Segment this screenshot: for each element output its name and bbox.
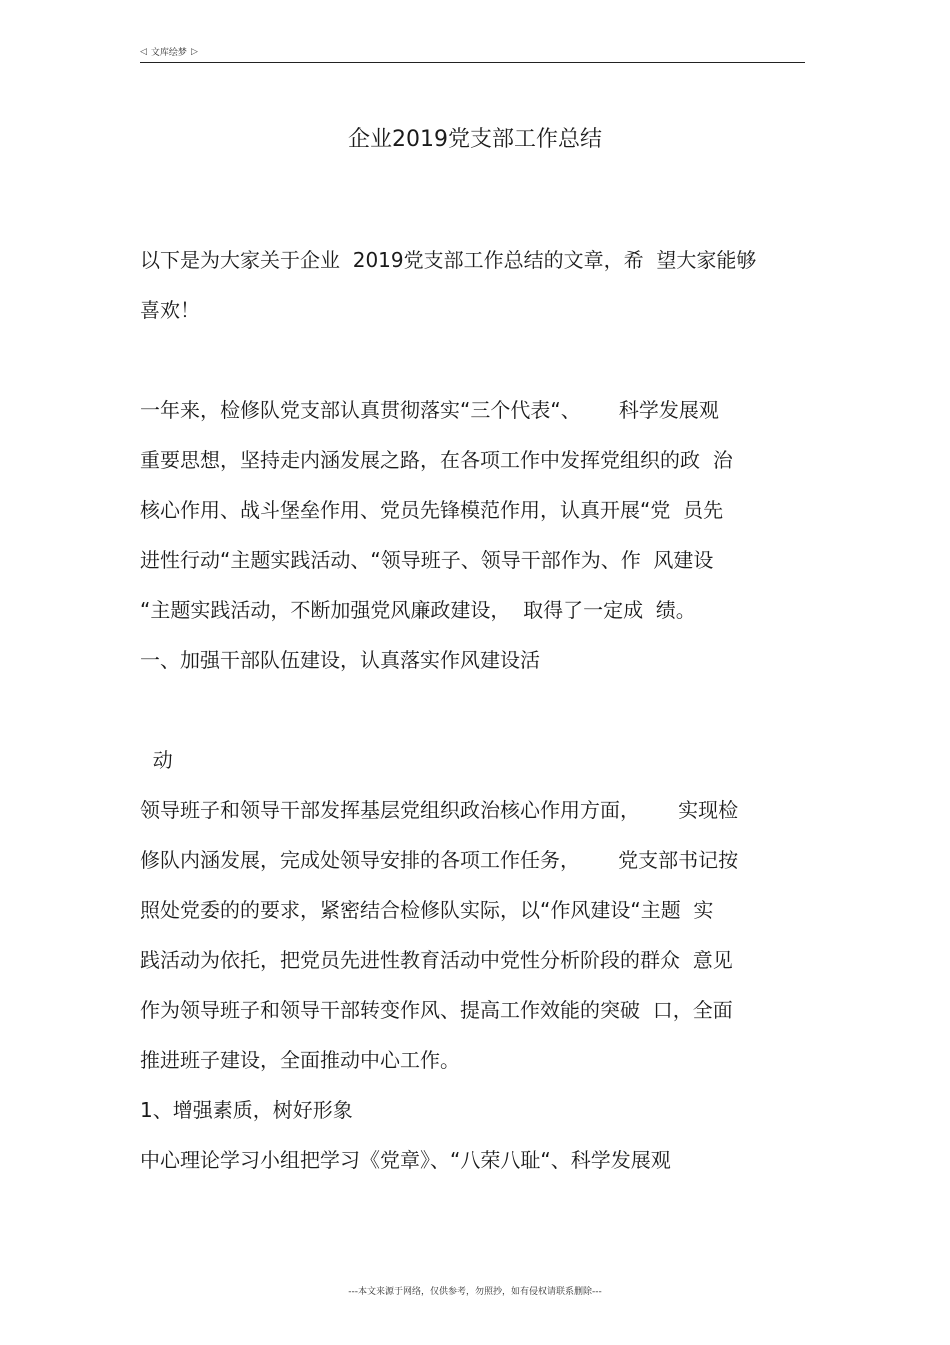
body-line: 以下是为大家关于企业 2019党支部工作总结的文章，希 望大家能够 bbox=[140, 248, 757, 272]
subsection-heading: 1、增强素质，树好形象 bbox=[140, 1098, 353, 1122]
body-line: 核心作用、战斗堡垒作用、党员先锋模范作用，认真开展“党 员先 bbox=[140, 498, 724, 522]
body-line: 照处党委的的要求，紧密结合检修队实际，以“作风建设“主题 实 bbox=[140, 898, 714, 922]
body-line: 践活动为依托，把党员先进性教育活动中党性分析阶段的群众 意见 bbox=[140, 948, 733, 972]
body-line: 作为领导班子和领导干部转变作风、提高工作效能的突破 口，全面 bbox=[140, 998, 733, 1022]
left-triangle-icon: ◁ bbox=[140, 46, 147, 57]
body-line: 中心理论学习小组把学习《党章》、“八荣八耻“、科学发展观 bbox=[140, 1148, 671, 1172]
section-heading: 一、加强干部队伍建设，认真落实作风建设活 bbox=[140, 648, 540, 672]
body-line: “主题实践活动，不断加强党风廉政建设， 取得了一定成 绩。 bbox=[140, 598, 696, 622]
body-line: 推进班子建设，全面推动中心工作。 bbox=[140, 1048, 460, 1072]
right-triangle-icon: ▷ bbox=[190, 46, 198, 57]
body-line: 喜欢！ bbox=[140, 298, 200, 322]
page-header bbox=[140, 44, 805, 63]
header-label: 文库绘梦 bbox=[150, 48, 187, 58]
body-line: 重要思想，坚持走内涵发展之路，在各项工作中发挥党组织的政 治 bbox=[140, 448, 733, 472]
body-line: 一年来，检修队党支部认真贯彻落实“三个代表“、 科学发展观 bbox=[140, 398, 719, 422]
body-line: 修队内涵发展，完成处领导安排的各项工作任务， 党支部书记按 bbox=[140, 848, 739, 872]
body-line: 领导班子和领导干部发挥基层党组织政治核心作用方面， 实现检 bbox=[140, 798, 739, 822]
document-title: 企业2019党支部工作总结 bbox=[348, 127, 602, 152]
page-footer: ---本文来源于网络，仅供参考，勿照抄，如有侵权请联系删除--- bbox=[348, 1287, 602, 1297]
section-heading-continued: 动 bbox=[140, 748, 173, 772]
header-label-group bbox=[140, 45, 198, 58]
body-line: 进性行动“主题实践活动、“领导班子、领导干部作为、作 风建设 bbox=[140, 548, 714, 572]
